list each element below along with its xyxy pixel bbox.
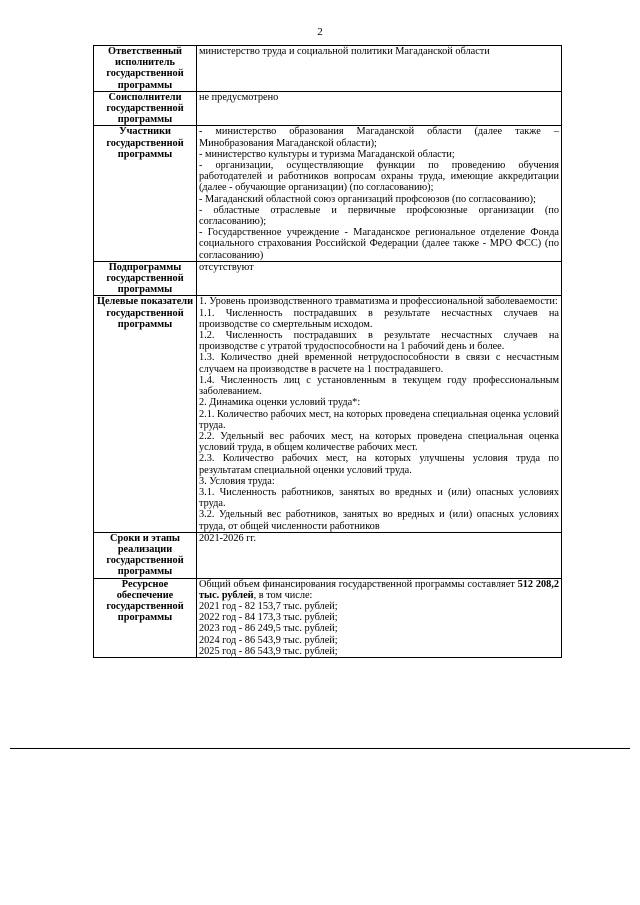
value-line: - министерство культуры и туризма Магаданской области; — [199, 148, 455, 160]
value-line: 2021-2026 гг. — [199, 532, 257, 544]
value-line: 2.3. Количество рабочих мест, на которых улучшены условия труда по результатам специальной оценки условий труда. — [199, 453, 559, 476]
row-label: Ответственный исполнитель государственной программы — [94, 46, 197, 92]
row-value — [197, 261, 562, 296]
row-label: Ресурсное обеспечение государственной программы — [94, 578, 197, 657]
row-value — [197, 91, 562, 126]
financing-year: 2024 год - 86 543,9 тыс. рублей; — [199, 634, 338, 646]
value-line: 1. Уровень производственного травматизма и профессиональной заболеваемости: — [199, 296, 558, 308]
value-line: - организации, осуществляющие функции по проведению обучения работодателей и работников вопросам охраны труда, имеющие аккредитации (далее - обучающие организации) (по согласованию); — [199, 160, 559, 194]
value-line: 1.1. Численность пострадавших в результате несчастных случаев на производстве со смертельным исходом. — [199, 307, 559, 330]
financing-year: 2023 год - 86 249,5 тыс. рублей; — [199, 623, 338, 635]
row-value — [197, 578, 562, 657]
value-line: - Магаданский областной союз организаций профсоюзов (по согласованию); — [199, 193, 536, 205]
row-value — [197, 46, 562, 92]
value-line: 1.2. Численность пострадавших в результате несчастных случаев на производстве с утратой трудоспособности на 1 рабочий день и более. — [199, 330, 559, 353]
value-line: 1.4. Численность лиц с установленным в текущем году профессиональным заболеванием. — [199, 374, 559, 398]
row-co-executors — [94, 91, 562, 126]
value-line: 3.1. Численность работников, занятых во вредных и (или) опасных условиях труда. — [199, 486, 559, 510]
value-line: - Государственное учреждение - Магаданское региональное отделение Фонда социального страхования Российской Федерации (далее также - МРО ФСС) (по согласованию) — [199, 227, 559, 261]
value-line: 1.3. Количество дней временной нетрудоспособности в связи с несчастным случаем на производстве в расчете на 1 пострадавшего. — [199, 352, 559, 375]
financing-year: 2022 год - 84 173,3 тыс. рублей; — [199, 612, 338, 624]
row-label: Сроки и этапы реализации государственной программы — [94, 532, 197, 578]
value-line: отсутствуют — [199, 261, 254, 273]
value-line: 2.2. Удельный вес рабочих мест, на которых проведена специальная оценка условий труда, в общем количестве рабочих мест. — [199, 430, 559, 454]
row-responsible-executor — [94, 46, 562, 92]
value-line: не предусмотрено — [199, 91, 279, 103]
value-line: - областные отраслевые и первичные профсоюзные организации (по согласованию); — [199, 204, 559, 228]
row-label: Соисполнители государственной программы — [94, 91, 197, 126]
value-line: 2.1. Количество рабочих мест, на которых проведена специальная оценка условий труда. — [199, 408, 559, 431]
row-resources — [94, 578, 562, 657]
row-value — [197, 296, 562, 532]
financing-intro — [199, 579, 559, 601]
value-line: - министерство образования Магаданской области (далее также – Минобразования Магаданской области); — [199, 126, 559, 149]
financing-total: 512 208,2 тыс. рублей — [199, 578, 559, 601]
row-target-indicators — [94, 296, 562, 532]
row-value — [197, 126, 562, 261]
row-subprograms — [94, 261, 562, 296]
row-value — [197, 532, 562, 578]
value-line: 3. Условия труда: — [199, 475, 275, 487]
financing-year: 2025 год - 86 543,9 тыс. рублей; — [199, 645, 338, 657]
row-label: Целевые показатели государственной программы — [94, 296, 197, 532]
value-line: 2. Динамика оценки условий труда*: — [199, 397, 361, 409]
row-label: Участники государственной программы — [94, 126, 197, 261]
program-passport-table — [93, 45, 562, 658]
financing-intro-after: , в том числе: — [253, 589, 313, 601]
page-number: 2 — [317, 26, 323, 38]
financing-intro-before: Общий объем финансирования государственной программы составляет — [199, 578, 518, 590]
value-line: министерство труда и социальной политики Магаданской области — [199, 46, 490, 57]
row-label: Подпрограммы государственной программы — [94, 261, 197, 296]
row-timeline — [94, 532, 562, 578]
page-break-divider — [10, 748, 630, 749]
value-line: 3.2. Удельный вес работников, занятых во вредных и (или) опасных условиях труда, от общей численности работников — [199, 509, 559, 532]
financing-year: 2021 год - 82 153,7 тыс. рублей; — [199, 600, 338, 612]
row-participants — [94, 126, 562, 261]
